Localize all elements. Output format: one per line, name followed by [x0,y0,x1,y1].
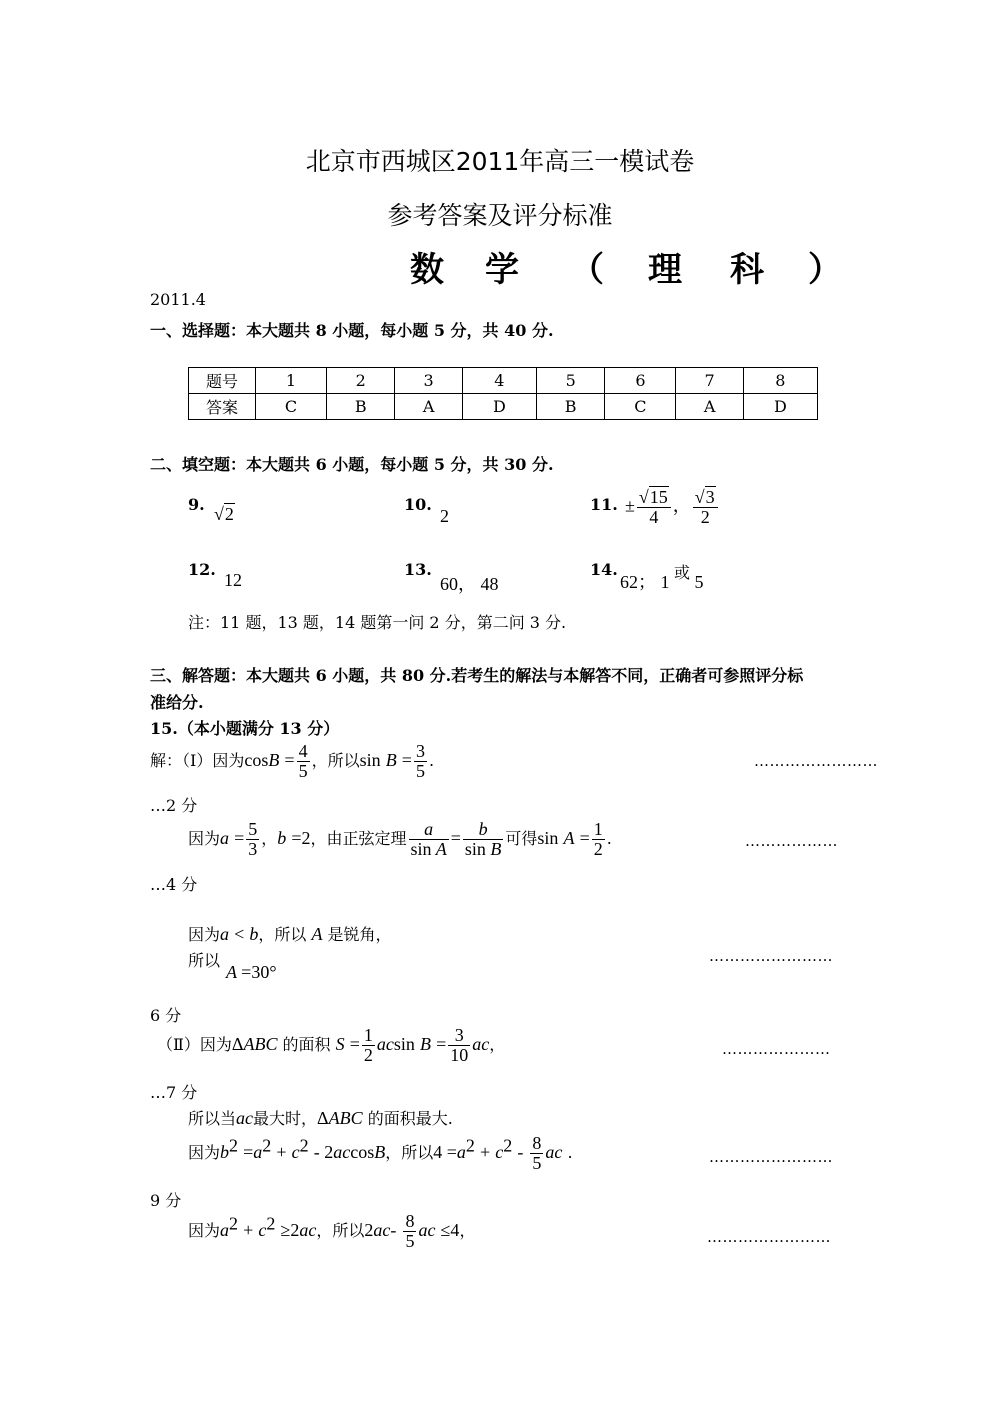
q15-step1: 解：（Ⅰ）因为cosB = $\frac{4}{5}$ ，所以sin B = $\frac{3}{5}$ . [150,741,435,781]
q11-sep: ， [672,495,691,516]
table-cell: 4 [462,368,536,394]
table-cell: D [743,394,817,420]
score-7: …7 分 [150,1083,198,1102]
score-4: …4 分 [150,875,198,894]
q12-label: 12. [188,560,216,579]
dots-leader: …………………… [709,947,833,965]
subject-char-5: 科 [730,250,764,290]
document-title: 北京市西城区2011年高三一模试卷 [305,147,695,176]
dots-leader: ………………… [722,1040,831,1058]
table-cell: D [462,394,536,420]
table-cell: 2 [327,368,395,394]
q9-label: 9. [188,495,205,514]
q10-label: 10. [404,495,432,514]
q15-step6: 因为$b^2 =a^2 + c^2 - 2accosB$，所以$4 =a^2 + c^2$ - $\frac{8}{5}$ ac . [188,1133,573,1173]
q11-num2: 3 [705,487,715,507]
q12-answer: 12 [224,570,242,590]
table-cell: 8 [743,368,817,394]
document-subtitle: 参考答案及评分标准 [387,201,613,230]
table-cell: C [256,394,327,420]
q15-title-text: 15.（本小题满分 13 分） [150,719,340,738]
score-9: 9 分 [150,1191,182,1210]
score-6: 6 分 [150,1006,182,1025]
q9-answer: √2 [214,504,234,524]
answer-table-row [189,368,818,394]
q13-label: 13. [404,560,432,579]
q14-answer-1: 62 [620,572,638,592]
q15-step4: 所以 [188,951,221,970]
q13-sep: ， [458,574,476,594]
q15-step2: 因为a = $\frac{5}{3}$ ，b =2，由正弦定理 $\frac{a}{\text{sin A}}$ = $\frac{b}{\text{sin B}}$ 可得sin A = $\frac{1}{2}$ . [188,819,612,859]
section3-heading-line2: 准给分. [150,693,204,712]
section2-note: 注：11 题，13 题，14 题第一问 2 分，第二问 3 分. [188,613,567,632]
table-cell: C [605,394,676,420]
table-header-cell: 答案 [189,394,256,420]
q13-answer [440,570,499,596]
q11-fraction-1: $\frac{√15}{4}$ [637,488,671,527]
table-cell: 7 [676,368,743,394]
table-cell: B [536,394,604,420]
dots-leader: …………………… [754,752,878,770]
table-cell: 3 [395,368,462,394]
q15-step5: 所以当ac最大时，ΔABC 的面积最大. [188,1108,453,1128]
score-2: …2 分 [150,796,198,815]
q11-num1: 15 [649,487,668,507]
q15-title [150,716,339,739]
q11-fraction-2: $\frac{√3}{2}$ [693,488,718,527]
answer-table [188,367,818,420]
q10-answer: 2 [440,506,449,526]
table-cell: 6 [605,368,676,394]
q11-pm: ± [625,495,635,516]
subject-char-1: 数 [410,250,444,290]
q14-answer-3: 5 [694,572,704,592]
subject-char-4: 理 [648,250,682,290]
q11-label: 11. [590,495,618,514]
q15-step7: 因为$a^2 + c^2 \ge 2ac$，所以2ac- $\frac{8}{5}$ ac ≤4， [188,1211,476,1251]
table-cell: 5 [536,368,604,394]
dots-leader: …………………… [707,1228,831,1246]
q14-label: 14. [590,560,618,579]
section2-heading: 二、填空题：本大题共 6 小题，每小题 5 分，共 30 分. [150,455,554,474]
section3-heading-line1: 三、解答题：本大题共 6 小题，共 80 分.若考生的解法与本解答不同，正确者可参照评分标 [150,666,804,685]
subject-char-2: 学 [485,250,519,290]
q11-den1: 4 [649,506,659,527]
table-cell: A [395,394,462,420]
q14-answer [620,565,704,594]
q14-sep: ； [638,572,656,592]
q9-radicand: 2 [224,504,234,524]
table-cell: A [676,394,743,420]
q15-step3: 因为a < b，所以 A 是锐角， [188,924,392,944]
section1-heading: 一、选择题：本大题共 8 小题，每小题 5 分，共 40 分. [150,321,554,340]
q14-or: 或 [674,565,691,582]
table-cell: 1 [256,368,327,394]
dots-leader: …………………… [709,1148,833,1166]
q15-angle: A =30° [226,962,277,982]
q13-answer-1: 60 [440,574,458,594]
q13-answer-2: 48 [480,574,499,594]
q15-part2: （Ⅱ）因为ΔABC 的面积 S = $\frac{1}{2}$ acsin B = $\frac{3}{10}$ ac， [157,1025,506,1065]
answer-table-row [189,394,818,420]
q11-answer [625,488,720,527]
document-date: 2011.4 [150,290,206,309]
q11-den2: 2 [700,506,710,527]
subject-char-3: （ [570,250,604,290]
subject-char-6: ） [808,250,842,290]
q14-answer-2: 1 [660,572,670,592]
dots-leader: ……………… [745,832,838,850]
table-cell: B [327,394,395,420]
table-header-cell: 题号 [189,368,256,394]
